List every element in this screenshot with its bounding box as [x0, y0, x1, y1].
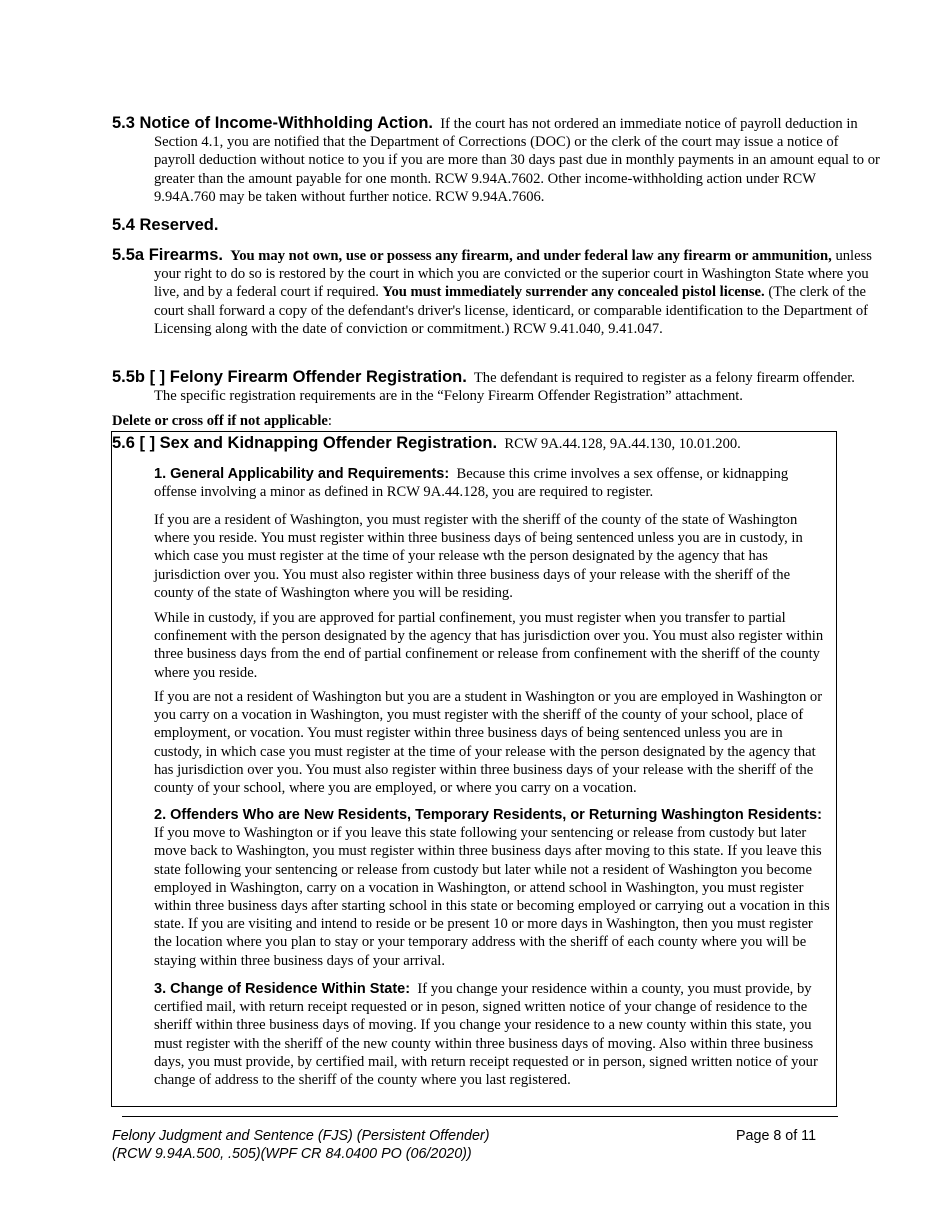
s56-general: [154, 465, 832, 501]
footer-form-title: [112, 1127, 489, 1163]
section-5-5a-text-1: unless your right to do so is restored by the court in which you are convicted or the superior court in Washington State where you live, and by a federal court if required.: [154, 248, 872, 301]
s56-custody-paragraph: [154, 609, 832, 682]
s56-change-residence-heading: 3. Change of Residence Within State:: [154, 981, 411, 997]
section-5-3: [112, 114, 880, 206]
section-5-3-heading: 5.3 Notice of Income-Withholding Action.: [112, 114, 433, 132]
s56-nonresident-text: If you are not a resident of Washington but you are a student in Washington or you are employed in Washington or you carry on a vocation in Washington, you must register with the sheriff of the county of your school, place of employment, or vocation. You must register within three business days of being sentenced unless you are in custody, in which case you must register at the time of your release with the person designated by the agency that has jurisdiction over you. You must also register within three business days of your release with the sheriff of the county of your school, where you are employed, or where you carry on a vocation.: [154, 689, 823, 797]
delete-note-colon: :: [327, 413, 332, 429]
footer-page-number: Page 8 of 11: [736, 1128, 817, 1144]
section-5-5a: [112, 246, 880, 338]
s56-change-residence: [154, 980, 832, 1089]
delete-note: [112, 412, 838, 430]
section-5-6-heading: 5.6 [ ] Sex and Kidnapping Offender Registration.: [112, 434, 498, 452]
s56-custody-text: While in custody, if you are approved for partial confinement, you must register when you transfer to partial confinement with the person designated by the agency that has jurisdiction over you. You must also register within three business days from the end of partial confinement or release from confinement with the sheriff of the county where you reside.: [154, 610, 824, 681]
section-5-3-body: If the court has not ordered an immediate notice of payroll deduction in Section 4.1, you are notified that the Department of Corrections (DOC) or the clerk of the court may issue a notice of payroll deduction without notice to you if you are more than 30 days past due in monthly payments in an amount equal to or greater than the amount payable for one month. RCW 9.94A.7602. Other income-withholding action under RCW 9.94A.760 may be taken without further notice. RCW 9.94A.7606.: [154, 116, 880, 205]
section-5-4: [112, 216, 838, 235]
section-5-5b: [112, 368, 880, 405]
section-5-5a-heading: 5.5a Firearms.: [112, 246, 223, 264]
s56-general-heading: 1. General Applicability and Requirements:: [154, 466, 450, 482]
section-5-5a-text-2: (The clerk of the court shall forward a copy of the defendant's driver's license, identicard, or comparable identification to the Department of Licensing along with the date of conviction or commitment.) RCW 9.41.040, 9.41.047.: [154, 284, 869, 337]
section-5-6-box: [111, 431, 837, 1107]
footer-line-2: (RCW 9.94A.500, .505)(WPF CR 84.0400 PO (06/2020)): [112, 1146, 472, 1162]
section-5-4-heading: 5.4 Reserved.: [112, 216, 219, 234]
s56-resident-paragraph: [154, 511, 832, 602]
section-5-5b-body: The defendant is required to register as a felony firearm offender. The specific registration requirements are in the “Felony Firearm Offender Registration” attachment.: [154, 370, 855, 405]
section-5-6-title: [112, 434, 832, 453]
s56-new-residents-heading: 2. Offenders Who are New Residents, Temporary Residents, or Returning Washington Residents:: [154, 807, 822, 823]
footer-line-1: Felony Judgment and Sentence (FJS) (Persistent Offender): [112, 1128, 490, 1144]
section-5-6-rcw: RCW 9A.44.128, 9A.44.130, 10.01.200.: [504, 436, 741, 452]
footer-divider: [122, 1116, 838, 1117]
s56-nonresident-paragraph: [154, 688, 832, 797]
s56-change-residence-body: If you change your residence within a county, you must provide, by certified mail, with return receipt requested or in peson, signed written notice of your change of residence to the sheriff within three business days of moving. If you change your residence to a new county within this state, you must register with the sheriff of the new county within three business days of moving. Also within three business days, you must provide, by certified mail, with return receipt requested or in person, signed written notice of your change of address to the sheriff of the county where you last registered.: [154, 981, 818, 1089]
section-5-5b-heading: 5.5b [ ] Felony Firearm Offender Registration.: [112, 368, 467, 386]
s56-new-residents: [154, 806, 832, 970]
s56-new-residents-body: If you move to Washington or if you leave this state following your sentencing or release from custody but later move back to Washington, you must register within three business days after moving to this state. If you leave this state following your sentencing or release from custody but later while not a resident of Washington you become employed in Washington, carry on a vocation in Washington, or attend school in Washington, you must register within three business days after starting school in this state or becoming employed or carrying out a vocation in this state. If you are visiting and intend to reside or be present 10 or more days in Washington, then you must register the location where you plan to stay or your temporary address with the sheriff of each county where you will be staying within three business days of your arrival.: [154, 825, 830, 969]
s56-general-body: Because this crime involves a sex offense, or kidnapping offense involving a minor as defined in RCW 9A.44.128, you are required to register.: [154, 466, 789, 501]
s56-resident-text: If you are a resident of Washington, you must register with the sheriff of the county of the state of Washington where you reside. You must register within three business days of being sentenced unless you are in custody, in which case you must register at the time of your release wth the person designated by the agency that has jurisdiction over you. You must also register within three business days of your release with the sheriff of the county of the state of Washington where you will be residing.: [154, 512, 803, 601]
section-5-5a-bold-1: You may not own, use or possess any firearm, and under federal law any firearm or ammunition,: [230, 248, 832, 264]
section-5-5a-bold-2: You must immediately surrender any concealed pistol license.: [382, 284, 765, 301]
delete-note-bold: Delete or cross off if not applicable: [112, 413, 328, 429]
